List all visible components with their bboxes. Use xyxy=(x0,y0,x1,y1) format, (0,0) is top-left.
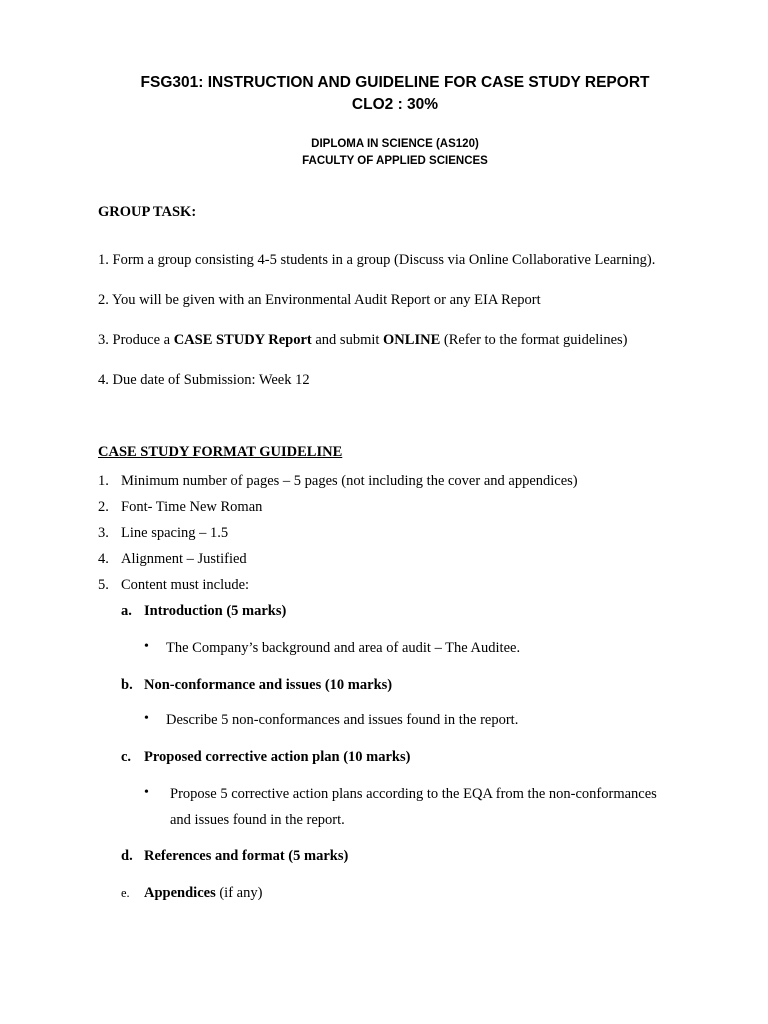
list-number: 4. xyxy=(98,551,109,567)
section-title: References and format (5 marks) xyxy=(144,848,349,864)
list-text: Line spacing – 1.5 xyxy=(121,525,229,541)
document-title: FSG301: INSTRUCTION AND GUIDELINE FOR CASE STUDY REPORT xyxy=(140,74,650,91)
program-name: DIPLOMA IN SCIENCE (AS120) xyxy=(311,138,479,150)
faculty-name: FACULTY OF APPLIED SCIENCES xyxy=(302,155,488,167)
section-letter: e. xyxy=(121,886,130,900)
bullet-icon: • xyxy=(144,639,149,654)
section-title: Non-conformance and issues (10 marks) xyxy=(144,677,393,693)
section-title-suffix: (if any) xyxy=(215,885,263,901)
group-task-heading: GROUP TASK: xyxy=(98,204,197,220)
format-guideline-heading: CASE STUDY FORMAT GUIDELINE xyxy=(98,444,343,460)
list-text: Font- Time New Roman xyxy=(121,499,263,515)
bullet-text: The Company’s background and area of audit – The Auditee. xyxy=(166,640,521,656)
item-number: 4 xyxy=(98,372,106,388)
bullet-text: Describe 5 non-conformances and issues found in the report. xyxy=(166,712,519,728)
section-title-bold: Appendices xyxy=(144,885,216,901)
group-task-item xyxy=(98,372,310,389)
item-text: . You will be given with an Environmental Audit Report or any EIA Report xyxy=(105,292,541,308)
item-number: 2 xyxy=(98,292,106,308)
group-task-item xyxy=(98,252,655,269)
bullet-text: Propose 5 corrective action plans according to the EQA from the non-conformances xyxy=(170,786,657,802)
list-number: 2. xyxy=(98,499,109,515)
item-text: . Form a group consisting 4-5 students in a group (Discuss via Online Collaborative Learning). xyxy=(105,252,656,268)
bullet-icon: • xyxy=(144,785,149,800)
item-number: 1 xyxy=(98,252,106,268)
group-task-item xyxy=(98,292,541,309)
item-text: . Produce a xyxy=(105,332,174,348)
item-bold-text: CASE STUDY Report xyxy=(173,332,312,348)
item-text: (Refer to the format guidelines) xyxy=(440,332,628,348)
item-number: 3 xyxy=(98,332,106,348)
section-title: Proposed corrective action plan (10 marks) xyxy=(144,749,411,765)
section-title: Introduction (5 marks) xyxy=(144,603,287,619)
list-number: 1. xyxy=(98,473,109,489)
section-letter: d. xyxy=(121,848,133,864)
list-text: Alignment – Justified xyxy=(121,551,247,567)
item-text: . Due date of Submission: Week 12 xyxy=(105,372,310,388)
list-text: Minimum number of pages – 5 pages (not including the cover and appendices) xyxy=(121,473,578,489)
list-text: Content must include: xyxy=(121,577,250,593)
bullet-icon: • xyxy=(144,711,149,726)
item-bold-text: ONLINE xyxy=(383,332,441,348)
section-letter: c. xyxy=(121,749,132,765)
section-title xyxy=(144,885,262,902)
item-text: and submit xyxy=(311,332,384,348)
group-task-item xyxy=(98,332,627,349)
section-letter: a. xyxy=(121,603,132,619)
bullet-text-continued: and issues found in the report. xyxy=(170,812,345,828)
list-number: 3. xyxy=(98,525,109,541)
list-number: 5. xyxy=(98,577,109,593)
section-letter: b. xyxy=(121,677,133,693)
document-subtitle-clo: CLO2 : 30% xyxy=(351,96,439,113)
